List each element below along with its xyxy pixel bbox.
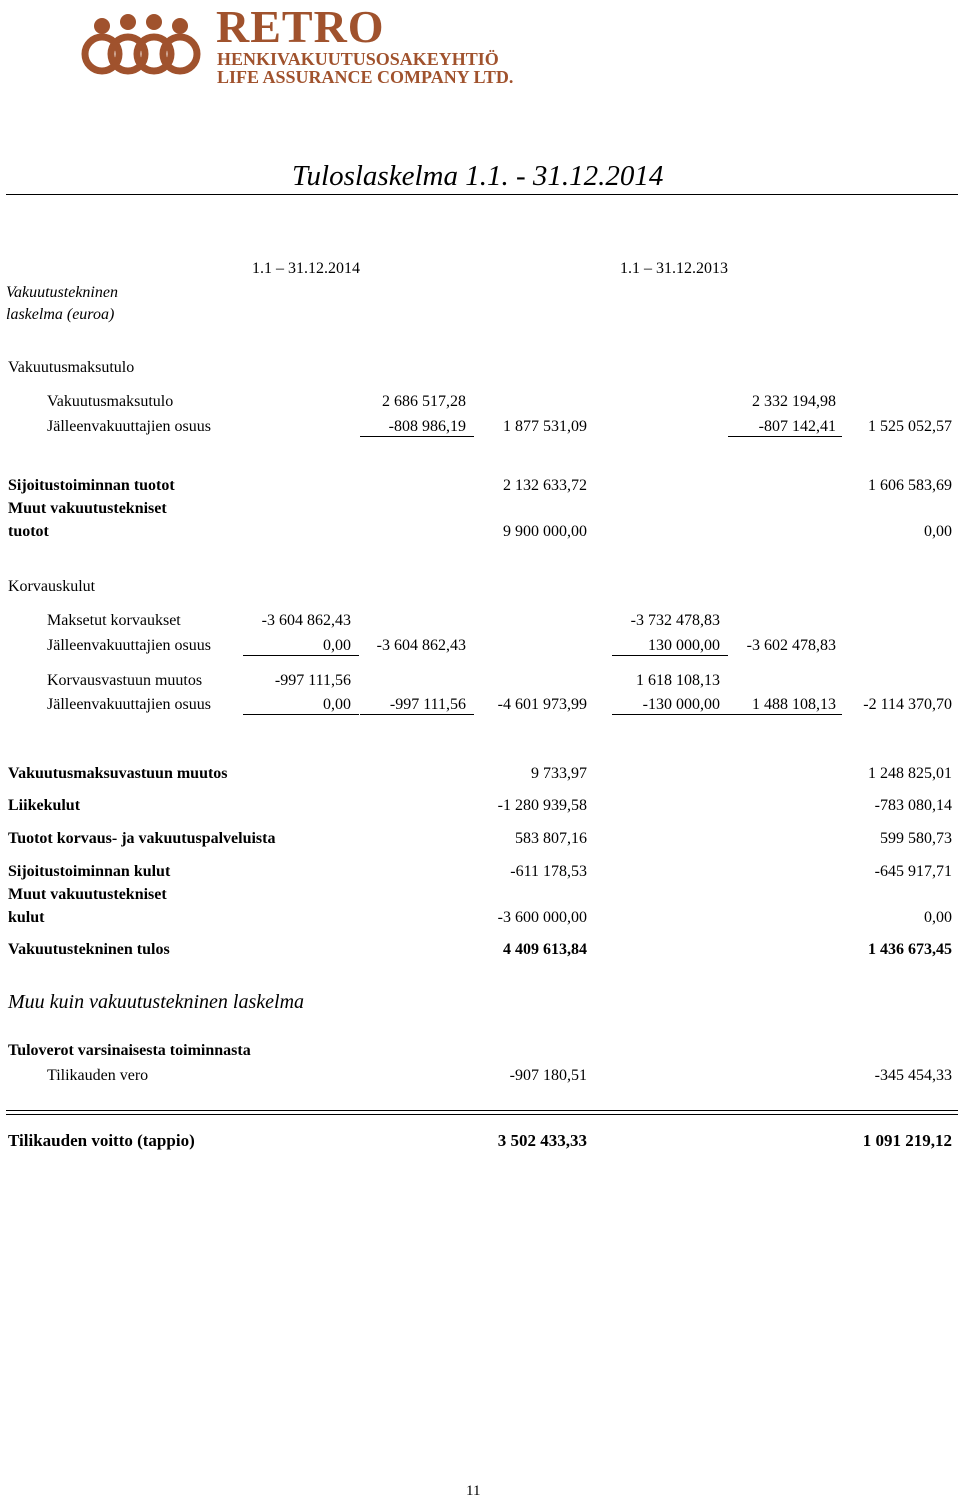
- page-number: 11: [466, 1483, 481, 1499]
- title-rule: [6, 194, 958, 195]
- other-income-label1: Muut vakuutustekniset: [8, 500, 167, 517]
- inv-expenses-2014: -611 178,53: [510, 863, 587, 880]
- logo-rings-icon: [76, 6, 206, 84]
- claims-paid-2014: -3 604 862,43: [261, 612, 351, 629]
- inv-expenses-2013: -645 917,71: [874, 863, 952, 880]
- premium-net-2014: 1 877 531,09: [503, 418, 587, 435]
- company-name-fi: HENKIVAKUUTUSOSAKEYHTIÖ: [217, 49, 499, 69]
- table-label-line2: laskelma (euroa): [6, 306, 115, 323]
- reserve-re-2013: -130 000,00: [612, 696, 728, 715]
- reserve-change-2013: 1 618 108,13: [636, 672, 720, 689]
- claims-re-label: Jälleenvakuuttajien osuus: [47, 637, 211, 654]
- tax-2013: -345 454,33: [874, 1067, 952, 1084]
- premium-reserve-label: Vakuutusmaksuvastuun muutos: [8, 765, 228, 782]
- other-income-2013: 0,00: [924, 523, 952, 540]
- claims-paid-2013: -3 732 478,83: [630, 612, 720, 629]
- tech-result-2013: 1 436 673,45: [868, 941, 952, 958]
- claims-paid-label: Maksetut korvaukset: [47, 612, 181, 629]
- premium-re-label: Jälleenvakuuttajien osuus: [47, 418, 211, 435]
- reserve-net-2013: 1 488 108,13: [728, 696, 842, 715]
- inv-expenses-label: Sijoitustoiminnan kulut: [8, 863, 171, 880]
- double-rule-top: [6, 1110, 958, 1111]
- double-rule-bottom: [6, 1114, 958, 1115]
- premium-reserve-2014: 9 733,97: [531, 765, 587, 782]
- op-expenses-label: Liikekulut: [8, 797, 81, 814]
- reserve-change-2014: -997 111,56: [274, 672, 351, 689]
- op-expenses-2014: -1 280 939,58: [497, 797, 587, 814]
- premium-reserve-2013: 1 248 825,01: [868, 765, 952, 782]
- period-2014: 1.1 – 31.12.2014: [252, 260, 360, 277]
- op-expenses-2013: -783 080,14: [874, 797, 952, 814]
- page-title: Tuloslaskelma 1.1. - 31.12.2014: [292, 160, 664, 192]
- premium-label: Vakuutusmaksutulo: [47, 393, 174, 410]
- reserve-re-label: Jälleenvakuuttajien osuus: [47, 696, 211, 713]
- table-label-line1: Vakuutustekninen: [6, 284, 118, 301]
- non-tech-heading: Muu kuin vakuutustekninen laskelma: [8, 991, 305, 1013]
- service-income-2013: 599 580,73: [880, 830, 952, 847]
- profit-2014: 3 502 433,33: [497, 1131, 587, 1150]
- reserve-re-2014: 0,00: [243, 696, 359, 715]
- premium-re-2013: -807 142,41: [728, 418, 842, 437]
- tax-heading: Tuloverot varsinaisesta toiminnasta: [8, 1042, 251, 1059]
- premium-net-2013: 1 525 052,57: [868, 418, 952, 435]
- claims-net-2013: -3 602 478,83: [746, 637, 836, 654]
- premium-2013: 2 332 194,98: [752, 393, 836, 410]
- reserve-change-label: Korvausvastuun muutos: [47, 672, 203, 689]
- claims-re-2014: 0,00: [243, 637, 359, 656]
- other-income-label2: tuotot: [8, 523, 49, 540]
- other-expenses-label1: Muut vakuutustekniset: [8, 886, 167, 903]
- tax-2014: -907 180,51: [509, 1067, 587, 1084]
- inv-income-2014: 2 132 633,72: [503, 477, 587, 494]
- claims-total-2013: -2 114 370,70: [863, 696, 952, 713]
- tech-result-label: Vakuutustekninen tulos: [8, 941, 170, 958]
- service-income-2014: 583 807,16: [515, 830, 587, 847]
- claims-heading: Korvauskulut: [8, 578, 96, 595]
- other-income-2014: 9 900 000,00: [503, 523, 587, 540]
- inv-income-label: Sijoitustoiminnan tuotot: [8, 477, 175, 494]
- other-expenses-label2: kulut: [8, 909, 45, 926]
- claims-re-2013: 130 000,00: [612, 637, 728, 656]
- premium-heading: Vakuutusmaksutulo: [8, 359, 135, 376]
- period-2013: 1.1 – 31.12.2013: [620, 260, 728, 277]
- profit-2013: 1 091 219,12: [862, 1131, 952, 1150]
- premium-re-2014: -808 986,19: [360, 418, 474, 437]
- other-expenses-2014: -3 600 000,00: [497, 909, 587, 926]
- premium-2014: 2 686 517,28: [382, 393, 466, 410]
- brand-name: RETRO: [216, 1, 385, 52]
- other-expenses-2013: 0,00: [924, 909, 952, 926]
- claims-total-2014: -4 601 973,99: [497, 696, 587, 713]
- profit-label: Tilikauden voitto (tappio): [8, 1131, 195, 1150]
- service-income-label: Tuotot korvaus- ja vakuutuspalveluista: [8, 830, 276, 847]
- inv-income-2013: 1 606 583,69: [868, 477, 952, 494]
- claims-net-2014: -3 604 862,43: [376, 637, 466, 654]
- reserve-net-2014: -997 111,56: [360, 696, 474, 715]
- tech-result-2014: 4 409 613,84: [503, 941, 587, 958]
- tax-label: Tilikauden vero: [47, 1067, 149, 1084]
- company-name-en: LIFE ASSURANCE COMPANY LTD.: [217, 67, 514, 87]
